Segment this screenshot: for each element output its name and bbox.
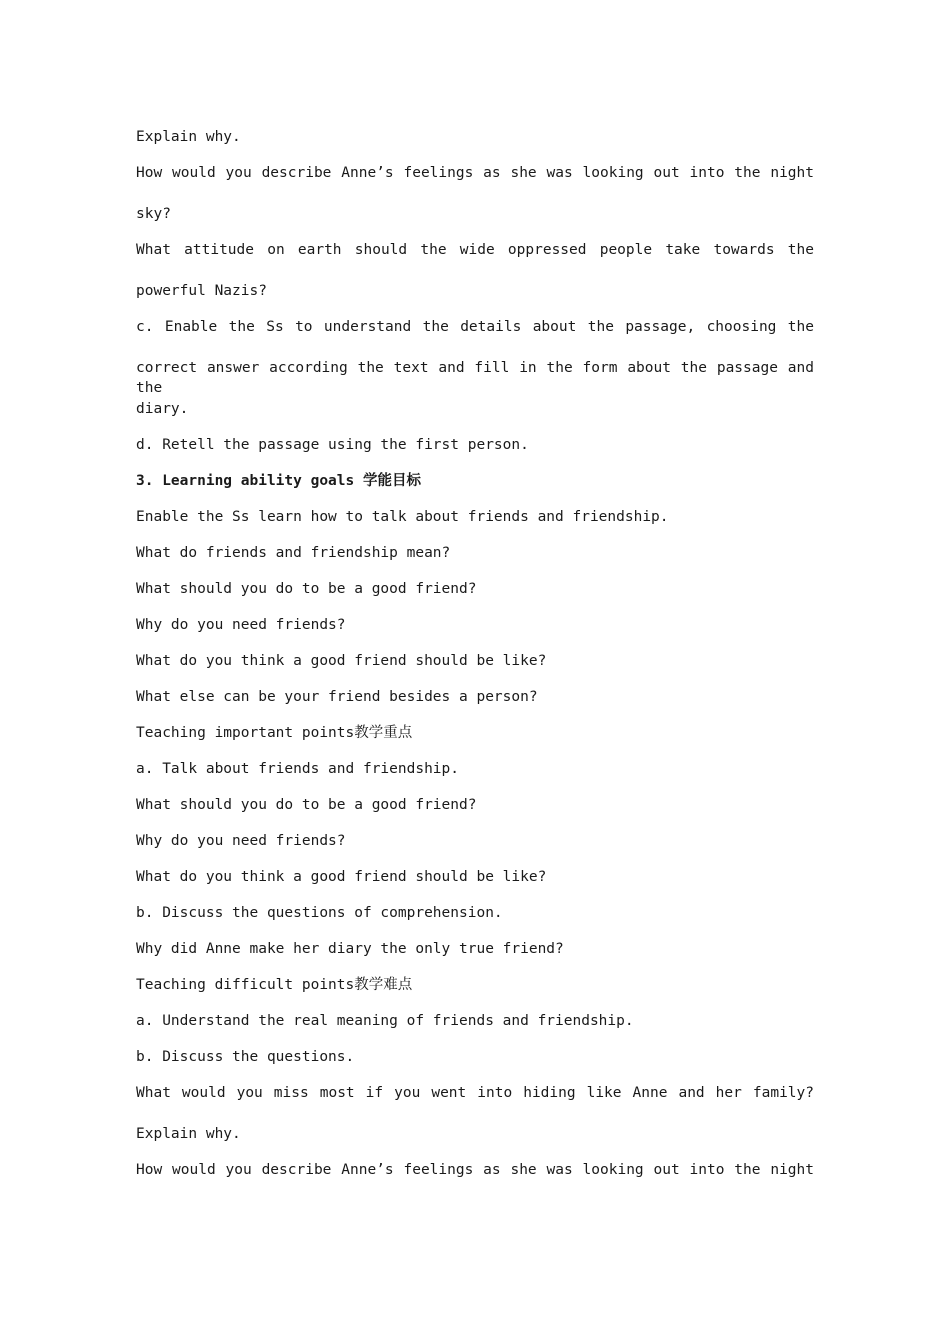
text-line: sky? <box>136 206 171 222</box>
text-line: diary. <box>136 401 189 417</box>
text-line: a. Understand the real meaning of friends and friendship. <box>136 1013 634 1029</box>
subheading: Teaching important points教学重点 <box>136 725 413 741</box>
text-line: How would you describe Anne’s feelings as she was looking out into the night <box>136 1162 814 1178</box>
text-line: Why do you need friends? <box>136 617 346 633</box>
text-line: a. Talk about friends and friendship. <box>136 761 460 777</box>
text-line: b. Discuss the questions. <box>136 1049 355 1065</box>
text-line: Explain why. <box>136 1126 241 1142</box>
text-line: powerful Nazis? <box>136 283 267 299</box>
text-line: What should you do to be a good friend? <box>136 797 477 813</box>
text-line: correct answer according the text and fill in the form about the passage and the <box>136 360 814 396</box>
text-line: What do you think a good friend should be like? <box>136 653 547 669</box>
text-line: What else can be your friend besides a person? <box>136 689 538 705</box>
text-line: c. Enable the Ss to understand the details about the passage, choosing the <box>136 319 814 335</box>
text-line: Why do you need friends? <box>136 833 346 849</box>
text-line: What do you think a good friend should be like? <box>136 869 547 885</box>
text-line: What would you miss most if you went into hiding like Anne and her family? <box>136 1085 814 1101</box>
text-line: What should you do to be a good friend? <box>136 581 477 597</box>
text-line: d. Retell the passage using the first person. <box>136 437 529 453</box>
text-line: Explain why. <box>136 129 241 145</box>
text-line: Enable the Ss learn how to talk about friends and friendship. <box>136 509 669 525</box>
text-line: b. Discuss the questions of comprehension. <box>136 905 503 921</box>
subheading: Teaching difficult points教学难点 <box>136 977 413 993</box>
section-heading: 3. Learning ability goals 学能目标 <box>136 473 421 489</box>
text-line: What attitude on earth should the wide oppressed people take towards the <box>136 242 814 258</box>
text-line: What do friends and friendship mean? <box>136 545 451 561</box>
text-line: Why did Anne make her diary the only true friend? <box>136 941 564 957</box>
text-line: How would you describe Anne’s feelings as she was looking out into the night <box>136 165 814 181</box>
